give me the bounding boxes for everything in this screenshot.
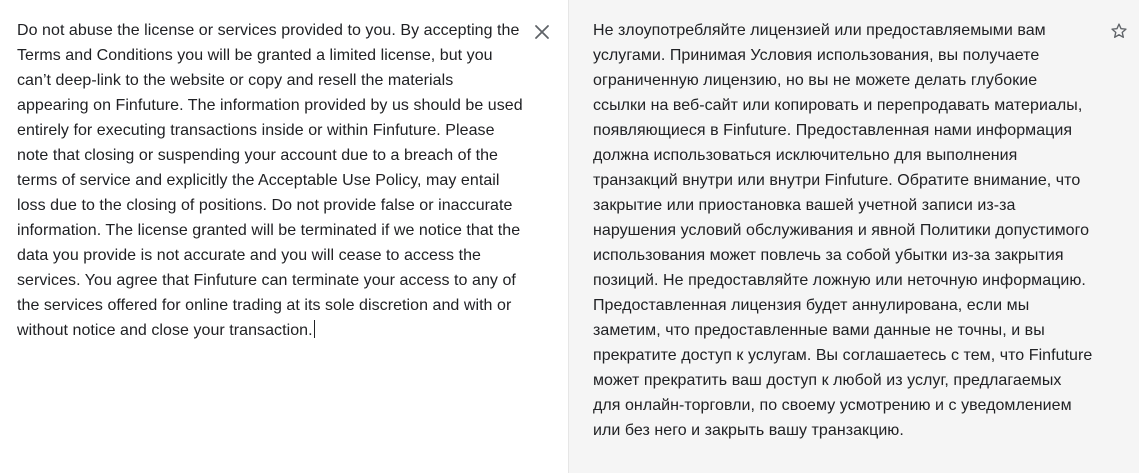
close-icon [534, 24, 550, 40]
star-outline-icon [1110, 22, 1128, 40]
source-textarea[interactable] [17, 18, 527, 343]
text-caret [314, 320, 315, 338]
source-text-content: Do not abuse the license or services provided to you. By accepting the Terms and Conditions you will be granted a limited license, but you can’t deep-link to the website or copy and resell the materials appearing on Finfuture. The information provided by us should be used entirely for executing transactions inside or within Finfuture. Please note that closing or suspending your account due to a breach of the terms of service and explicitly the Acceptable Use Policy, may entail loss due to the closing of positions. Do not provide false or inaccurate information. The license granted will be terminated if we notice that the data you provide is not accurate and you will cease to access the services. You agree that Finfuture can terminate your access to any of the services offered for online trading at its sole discretion and with or without notice and close your transaction. [17, 22, 523, 339]
translation-panel [569, 0, 1139, 473]
clear-source-button[interactable] [530, 20, 554, 44]
translation-text: Не злоупотребляйте лицензией или предоставляемыми вам услугами. Принимая Условия использования, вы получаете ограниченную лицензию, но вы не можете делать глубокие ссылки на веб-сайт или копировать и перепродавать материалы, появляющиеся в Finfuture. Предоставленная нами информация должна использоваться исключительно для выполнения транзакций внутри или внутри Finfuture. Обратите внимание, что закрытие или приостановка вашей учетной записи из-за нарушения условий обслуживания и явной Политики допустимого использования может повлечь за собой убытки из-за закрытия позиций. Не предоставляйте ложную или неточную информацию. Предоставленная лицензия будет аннулирована, если мы заметим, что предоставленные вами данные не точны, и вы прекратите доступ к услугам. Вы соглашаетесь с тем, что Finfuture может прекратить ваш доступ к любой из услуг, предлагаемых для онлайн-торговли, по своему усмотрению и с уведомлением или без него и закрыть вашу транзакцию. [593, 22, 1093, 439]
save-translation-button[interactable] [1107, 19, 1131, 43]
source-text-panel[interactable] [0, 0, 569, 473]
